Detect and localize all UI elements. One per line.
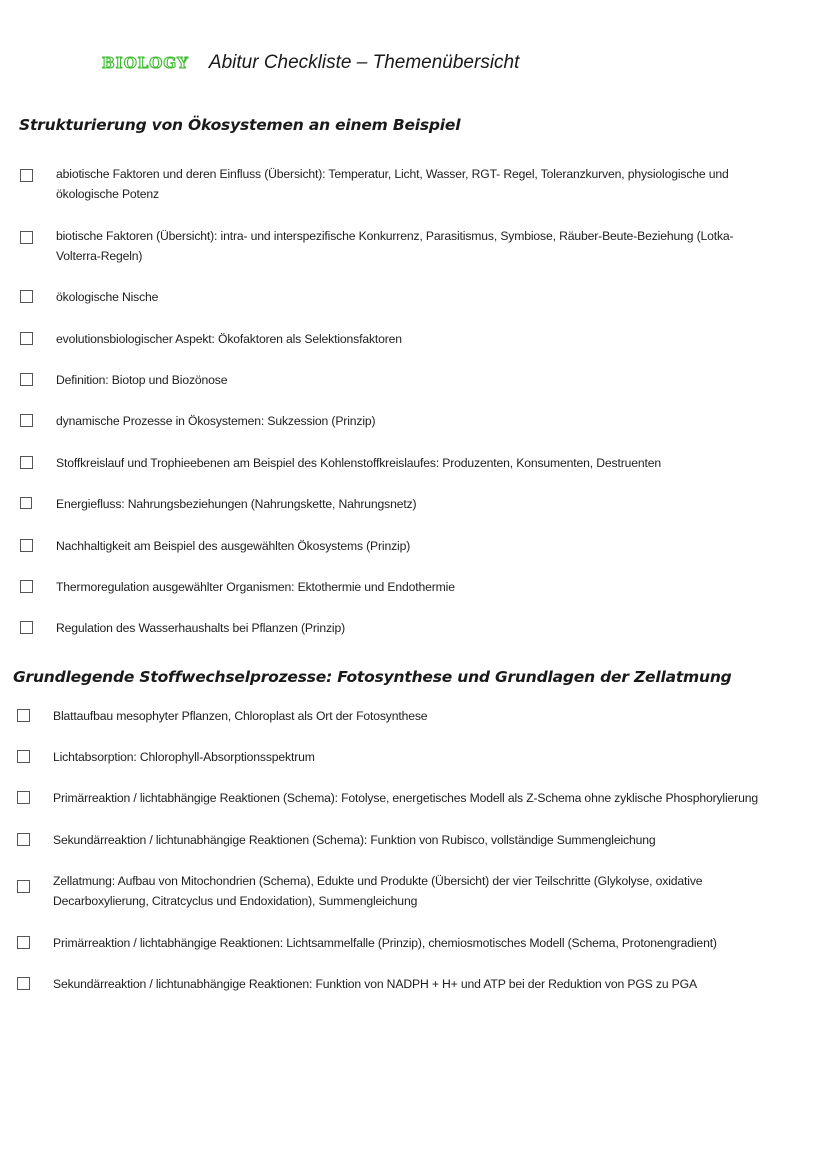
checkbox[interactable] — [17, 750, 30, 763]
checklist-item — [17, 706, 807, 726]
checklist-item — [20, 287, 790, 307]
checklist-item-text: Sekundärreaktion / lichtunabhängige Reaktionen (Schema): Funktion von Rubisco, vollständige Summengleichung — [53, 833, 656, 847]
checkbox[interactable] — [20, 497, 32, 509]
checkbox[interactable] — [20, 290, 33, 303]
checklist-item — [17, 871, 717, 911]
checklist-item-text: dynamische Prozesse in Ökosystemen: Sukzession (Prinzip) — [56, 414, 376, 428]
checklist-item-text: Thermoregulation ausgewählter Organismen: Ektothermie und Endothermie — [56, 580, 455, 594]
checklist-item — [20, 577, 790, 597]
checklist-item-text: Sekundärreaktion / lichtunabhängige Reaktionen: Funktion von NADPH + H+ und ATP bei der Reduktion von PGS zu PGA — [53, 977, 697, 991]
checkbox[interactable] — [17, 880, 30, 893]
checklist-item-text: Primärreaktion / lichtabhängige Reaktionen (Schema): Fotolyse, energetisches Modell als Z-Schema ohne zyklische Phosphorylierung — [53, 791, 758, 805]
checklist-item-text: Nachhaltigkeit am Beispiel des ausgewählten Ökosystems (Prinzip) — [56, 539, 411, 553]
checklist-item-text: Definition: Biotop und Biozönose — [56, 373, 228, 387]
checkbox[interactable] — [20, 621, 33, 634]
checkbox[interactable] — [17, 709, 30, 722]
checkbox[interactable] — [17, 833, 30, 846]
checkbox[interactable] — [20, 169, 33, 182]
checklist-item-text: Zellatmung: Aufbau von Mitochondrien (Schema), Edukte und Produkte (Übersicht) der vier Teilschritte (Glykolyse, oxidative Decarboxylierung, Citratcyclus und Endoxidation), Summengleichung — [53, 874, 703, 908]
checklist-item — [20, 164, 790, 204]
checklist-item-text: Primärreaktion / lichtabhängige Reaktionen: Lichtsammelfalle (Prinzip), chemiosmotisches Modell (Schema, Protonengradient) — [53, 936, 717, 950]
checklist-item-text: Energiefluss: Nahrungsbeziehungen (Nahrungskette, Nahrungsnetz) — [56, 497, 417, 511]
checkbox[interactable] — [20, 332, 33, 345]
checkbox[interactable] — [17, 977, 30, 990]
checklist-item — [17, 933, 807, 953]
section-title-oekosysteme: Strukturierung von Ökosystemen an einem Beispiel — [19, 116, 461, 134]
checkbox[interactable] — [20, 373, 33, 386]
checklist-item — [17, 830, 807, 850]
checkbox[interactable] — [17, 791, 30, 804]
checkbox[interactable] — [20, 580, 33, 593]
document-title: Abitur Checkliste – Themenübersicht — [208, 52, 520, 73]
checklist-item-text: abiotische Faktoren und deren Einfluss (Übersicht): Temperatur, Licht, Wasser, RGT- Regel, Toleranzkurven, physiologische und ökologische Potenz — [56, 167, 729, 201]
checklist-item — [20, 536, 790, 556]
checklist-item — [20, 494, 790, 514]
section-title-stoffwechsel: Grundlegende Stoffwechselprozesse: Fotosynthese und Grundlagen der Zellatmung — [13, 668, 732, 686]
checklist-item — [20, 618, 790, 638]
checklist-item-text: evolutionsbiologischer Aspekt: Ökofaktoren als Selektionsfaktoren — [56, 332, 402, 346]
biology-logo: BIOLOGY — [102, 54, 189, 72]
checklist-item-text: biotische Faktoren (Übersicht): intra- und interspezifische Konkurrenz, Parasitismus, Symbiose, Räuber-Beute-Beziehung (Lotka-Volterra-Regeln) — [56, 229, 734, 263]
checklist-item — [17, 747, 807, 767]
checkbox[interactable] — [20, 231, 33, 244]
checklist-item-text: Regulation des Wasserhaushalts bei Pflanzen (Prinzip) — [56, 621, 345, 635]
checklist-item-text: Blattaufbau mesophyter Pflanzen, Chloroplast als Ort der Fotosynthese — [53, 709, 428, 723]
checklist-item-text: Lichtabsorption: Chlorophyll-Absorptionsspektrum — [53, 750, 315, 764]
checklist-item — [20, 329, 790, 349]
checkbox[interactable] — [17, 936, 30, 949]
checklist-item — [17, 788, 817, 808]
checkbox[interactable] — [20, 456, 33, 469]
checklist-item — [20, 370, 790, 390]
page-header — [102, 52, 519, 74]
checklist-item — [17, 974, 807, 994]
checkbox[interactable] — [20, 414, 33, 427]
checklist-item-text: Stoffkreislauf und Trophieebenen am Beispiel des Kohlenstoffkreislaufes: Produzenten, Konsumenten, Destruenten — [56, 456, 662, 470]
checklist-item-text: ökologische Nische — [56, 290, 159, 304]
checklist-item — [20, 411, 790, 431]
checkbox[interactable] — [20, 539, 33, 552]
checklist-item — [20, 453, 810, 473]
checklist-item — [20, 226, 790, 266]
